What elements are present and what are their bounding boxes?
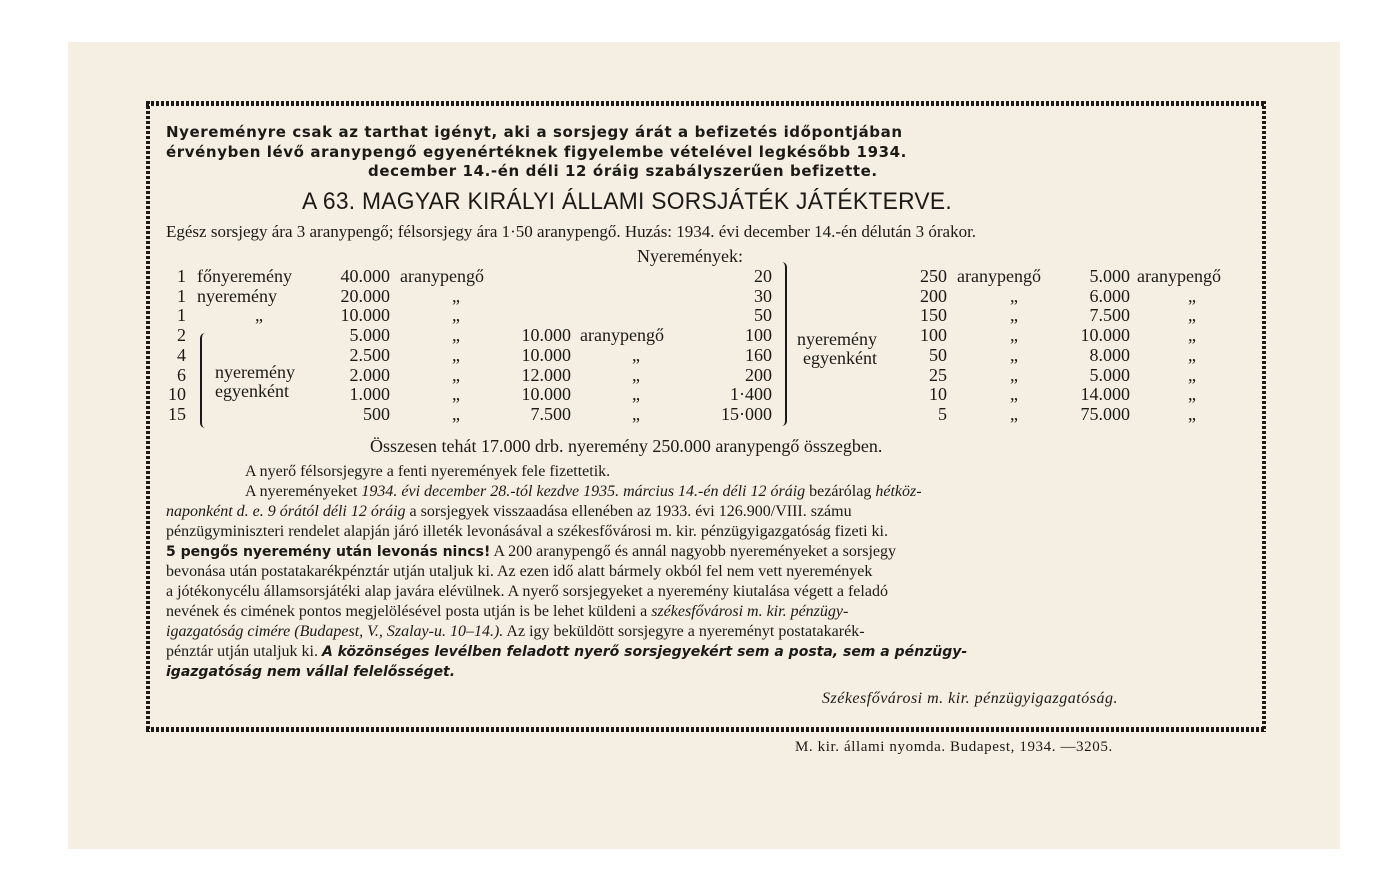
prize-label: nyeremény: [197, 285, 277, 306]
prize-amount: 2.000: [349, 364, 390, 385]
prize-unit: „: [1188, 305, 1196, 326]
prize-amount: 10: [929, 384, 947, 405]
notice-line-2: érvényben lévő aranypengő egyenértéknek figyelembe vételével legkésőbb 1934.: [166, 143, 907, 161]
prize-amount: 75.000: [1080, 403, 1130, 424]
prize-amount: 250: [920, 266, 947, 286]
prize-amount: 10.000: [521, 384, 571, 405]
total-line: Összesen tehát 17.000 drb. nyeremény 250.000 aranypengő összegben.: [370, 436, 883, 456]
prize-unit: „: [452, 285, 460, 306]
prize-amount: 10.000: [1080, 325, 1130, 346]
prize-amount: 40.000: [340, 266, 390, 286]
prize-amount: 50: [929, 344, 947, 365]
price-line: Egész sorsjegy ára 3 aranypengő; félsorsjegy ára 1·50 aranypengő. Huzás: 1934. évi december 14.-én délután 3 órakor.: [166, 222, 977, 241]
prize-amount: 10.000: [521, 325, 571, 346]
paragraph-line-9: igazgatóság cimére (Budapest, V., Szalay-u. 10–14.). Az igy beküldött sorsjegyre a nyereményt postatakarék-: [166, 623, 865, 640]
prize-count: 6: [177, 364, 186, 385]
paragraph-line-11: igazgatóság nem vállal felelősséget.: [166, 664, 456, 680]
prize-unit: „: [1188, 384, 1196, 405]
prize-amount: 1.000: [349, 384, 390, 405]
prize-count: 15: [168, 403, 186, 424]
prize-amount: 5: [938, 403, 947, 424]
prize-amount: 150: [920, 305, 947, 326]
prize-unit: „: [452, 344, 460, 365]
paragraph-line-8: nevének és cimének pontos megjelölésével posta utján is be lehet küldeni a székesfővárosi m. kir. pénzügy-: [166, 603, 849, 620]
prize-unit: „: [1188, 325, 1196, 346]
notice-line-1: Nyereményre csak az tarthat igényt, aki a sorsjegy árát a befizetés időpontjában: [166, 123, 903, 141]
prize-unit: „: [452, 384, 460, 405]
document-title: A 63. MAGYAR KIRÁLYI ÁLLAMI SORSJÁTÉK JÁTÉKTERVE.: [302, 188, 953, 215]
prize-amount: 10.000: [521, 344, 571, 365]
prize-unit: „: [1010, 384, 1018, 405]
prize-unit: aranypengő: [957, 266, 1041, 286]
paragraph-line-6: bevonása után postatakarékpénztár utján utaljuk ki. Az ezen idő alatt bármely okból fel nem vett nyeremények: [166, 563, 873, 580]
prize-unit: „: [452, 325, 460, 346]
notice-line-3: december 14.-én déli 12 óráig szabályszerűen befizette.: [368, 162, 878, 180]
prize-unit: „: [1010, 364, 1018, 385]
right-group-label-1: nyeremény: [797, 329, 877, 349]
prize-count: 160: [745, 344, 772, 365]
prize-amount: 5.000: [1089, 364, 1130, 385]
prize-amount: 2.500: [349, 344, 390, 365]
prize-amount: 10.000: [340, 305, 390, 326]
prize-unit: „: [452, 305, 460, 326]
prize-count: 2: [177, 325, 186, 346]
prize-unit: „: [632, 344, 640, 365]
prize-amount: 5.000: [1089, 266, 1130, 286]
prize-unit: „: [1010, 403, 1018, 424]
prize-unit: „: [1010, 325, 1018, 346]
left-group-brace: [200, 333, 210, 428]
prize-count: 1: [177, 285, 186, 306]
prize-amount: 12.000: [521, 364, 571, 385]
prize-amount: 8.000: [1089, 344, 1130, 365]
prize-unit: aranypengő: [1137, 266, 1221, 286]
prize-unit: „: [1188, 364, 1196, 385]
paragraph-line-10: pénztár utján utaljuk ki. A közönséges levélben feladott nyerő sorsjegyekért sem a posta, sem a pénzügy-: [166, 643, 968, 660]
prize-label: főnyeremény: [197, 266, 292, 286]
paragraph-line-1: A nyerő félsorsjegyre a fenti nyeremények fele fizettetik.: [245, 463, 611, 480]
prize-label: „: [255, 305, 263, 326]
prize-unit: „: [1188, 344, 1196, 365]
left-group-label-2: egyenként: [215, 381, 289, 401]
prize-unit: „: [452, 364, 460, 385]
prize-unit: aranypengő: [400, 266, 484, 286]
right-group-brace: [777, 262, 787, 426]
prize-unit: „: [1188, 403, 1196, 424]
right-group-label-2: egyenként: [803, 348, 877, 368]
prize-unit: „: [1188, 285, 1196, 306]
prize-count: 30: [754, 285, 772, 306]
prize-count: 50: [754, 305, 772, 326]
prize-amount: 6.000: [1089, 285, 1130, 306]
prize-count: 1: [177, 266, 186, 286]
prize-count: 15·000: [721, 403, 772, 424]
paragraph-line-2: A nyereményeket 1934. évi december 28.-tól kezdve 1935. március 14.-én déli 12 óráig bezárólag hétköz-: [245, 483, 922, 500]
printer-line: M. kir. állami nyomda. Budapest, 1934. —3205.: [795, 739, 1113, 755]
prize-unit: aranypengő: [580, 325, 664, 346]
paragraph-line-5: 5 pengős nyeremény után levonás nincs! A 200 aranypengő és annál nagyobb nyereményeket a sorsjegy: [166, 543, 896, 560]
prize-unit: „: [1010, 285, 1018, 306]
paragraph-line-7: a jótékonycélu államsorsjátéki alap javára elévülnek. A nyerő sorsjegyeket a nyeremény kiutalása végett a feladó: [166, 583, 888, 600]
prize-unit: „: [1010, 305, 1018, 326]
prize-amount: 7.500: [530, 403, 571, 424]
border-bottom: [146, 727, 1266, 732]
prize-amount: 20.000: [340, 285, 390, 306]
prize-count: 1: [177, 305, 186, 326]
prize-count: 200: [745, 364, 772, 385]
prize-amount: 7.500: [1089, 305, 1130, 326]
prize-count: 10: [168, 384, 186, 405]
left-group-label-1: nyeremény: [215, 362, 295, 382]
prize-count: 4: [177, 344, 186, 365]
prize-amount: 100: [920, 325, 947, 346]
prize-amount: 5.000: [349, 325, 390, 346]
prize-amount: 500: [363, 403, 390, 424]
prize-unit: „: [452, 403, 460, 424]
prize-unit: „: [1010, 344, 1018, 365]
prize-amount: 25: [929, 364, 947, 385]
prize-count: 20: [754, 266, 772, 286]
prize-count: 1·400: [730, 384, 772, 405]
border-top: [146, 101, 1266, 106]
paragraph-line-3: naponként d. e. 9 órától déli 12 óráig a sorsjegyek visszaadása ellenében az 1933. évi 126.900/VIII. számu: [166, 503, 852, 520]
prizes-heading: Nyeremények:: [637, 246, 743, 266]
prize-amount: 14.000: [1080, 384, 1130, 405]
border-right: [1262, 101, 1266, 732]
prize-unit: „: [632, 403, 640, 424]
prize-count: 100: [745, 325, 772, 346]
prize-unit: „: [632, 384, 640, 405]
paragraph-line-4: pénzügyminiszteri rendelet alapján járó illeték levonásával a székesfővárosi m. kir. pénzügyigazgatóság fizeti ki.: [166, 523, 888, 540]
signature: Székesfővárosi m. kir. pénzügyigazgatóság.: [822, 690, 1118, 707]
prize-amount: 200: [920, 285, 947, 306]
prize-unit: „: [632, 364, 640, 385]
